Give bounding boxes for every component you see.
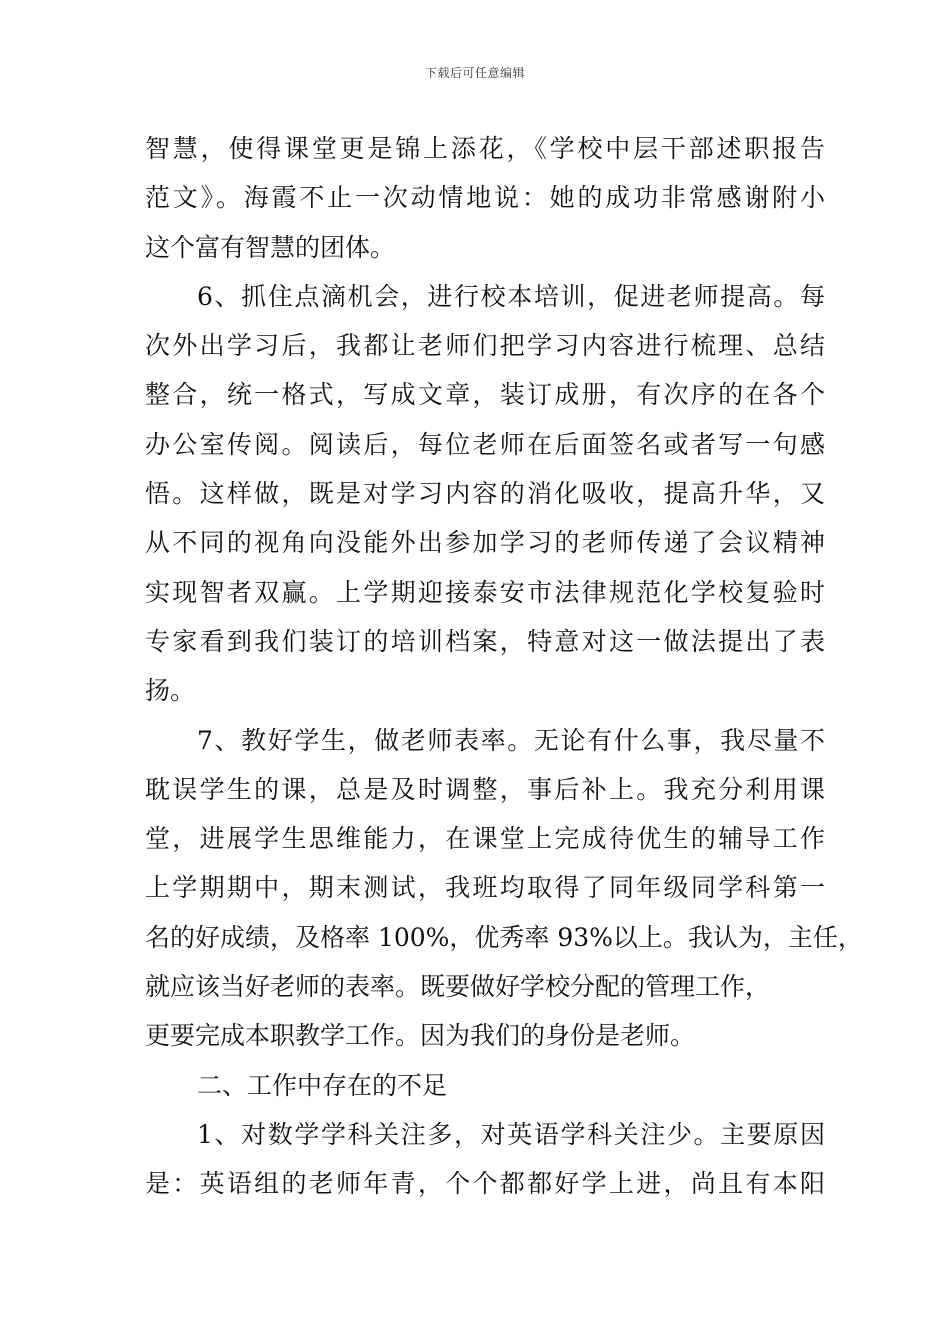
text-line: 次外出学习后，我都让老师们把学习内容进行梳理、总结 <box>145 331 825 361</box>
text-line: 1、对数学学科关注多，对英语学科关注少。主要原因 <box>197 1119 825 1149</box>
text-line: 从不同的视角向没能外出参加学习的老师传递了会议精神 <box>145 528 825 558</box>
text-line: 6、抓住点滴机会，进行校本培训，促进老师提高。每 <box>197 281 825 311</box>
text-line: 上学期期中，期末测试，我班均取得了同年级同学科第一 <box>145 873 825 903</box>
text-line: 扬。 <box>145 676 196 706</box>
text-line: 是：英语组的老师年青，个个都都好学上进，尚且有本阳 <box>145 1169 825 1199</box>
text-line: 办公室传阅。阅读后，每位老师在后面签名或者写一句感 <box>145 429 825 459</box>
page-header: 下载后可任意编辑 <box>424 66 525 80</box>
text-line: 智慧，使得课堂更是锦上添花，《学校中层干部述职报告 <box>145 134 825 163</box>
text-line: 实现智者双赢。上学期迎接泰安市法律规范化学校复验时 <box>145 577 825 607</box>
text-line: 耽误学生的课，总是及时调整，事后补上。我充分利用课 <box>145 774 825 804</box>
text-line: 悟。这样做，既是对学习内容的消化吸收，提高升华，又 <box>145 479 825 509</box>
section-heading: 二、工作中存在的不足 <box>197 1070 448 1100</box>
text-line: 更要完成本职教学工作。因为我们的身份是老师。 <box>145 1021 696 1051</box>
text-line: 这个富有智慧的团体。 <box>145 232 396 262</box>
text-line: 就应该当好老师的表率。既要做好学校分配的管理工作， <box>145 972 771 1002</box>
document-body <box>145 130 863 1215</box>
text-line: 堂，进展学生思维能力，在课堂上完成待优生的辅导工作 <box>145 824 825 854</box>
text-line: 专家看到我们装订的培训档案，特意对这一做法提出了表 <box>145 626 825 656</box>
text-line: 7、教好学生，做老师表率。无论有什么事，我尽量不 <box>197 725 825 755</box>
text-line: 范文》。海霞不止一次动情地说：她的成功非常感谢附小 <box>145 183 825 213</box>
text-line: 名的好成绩，及格率 100%，优秀率 93%以上。我认为，主任， <box>145 922 863 952</box>
text-line: 整合，统一格式，写成文章，装订成册，有次序的在各个 <box>145 380 825 410</box>
